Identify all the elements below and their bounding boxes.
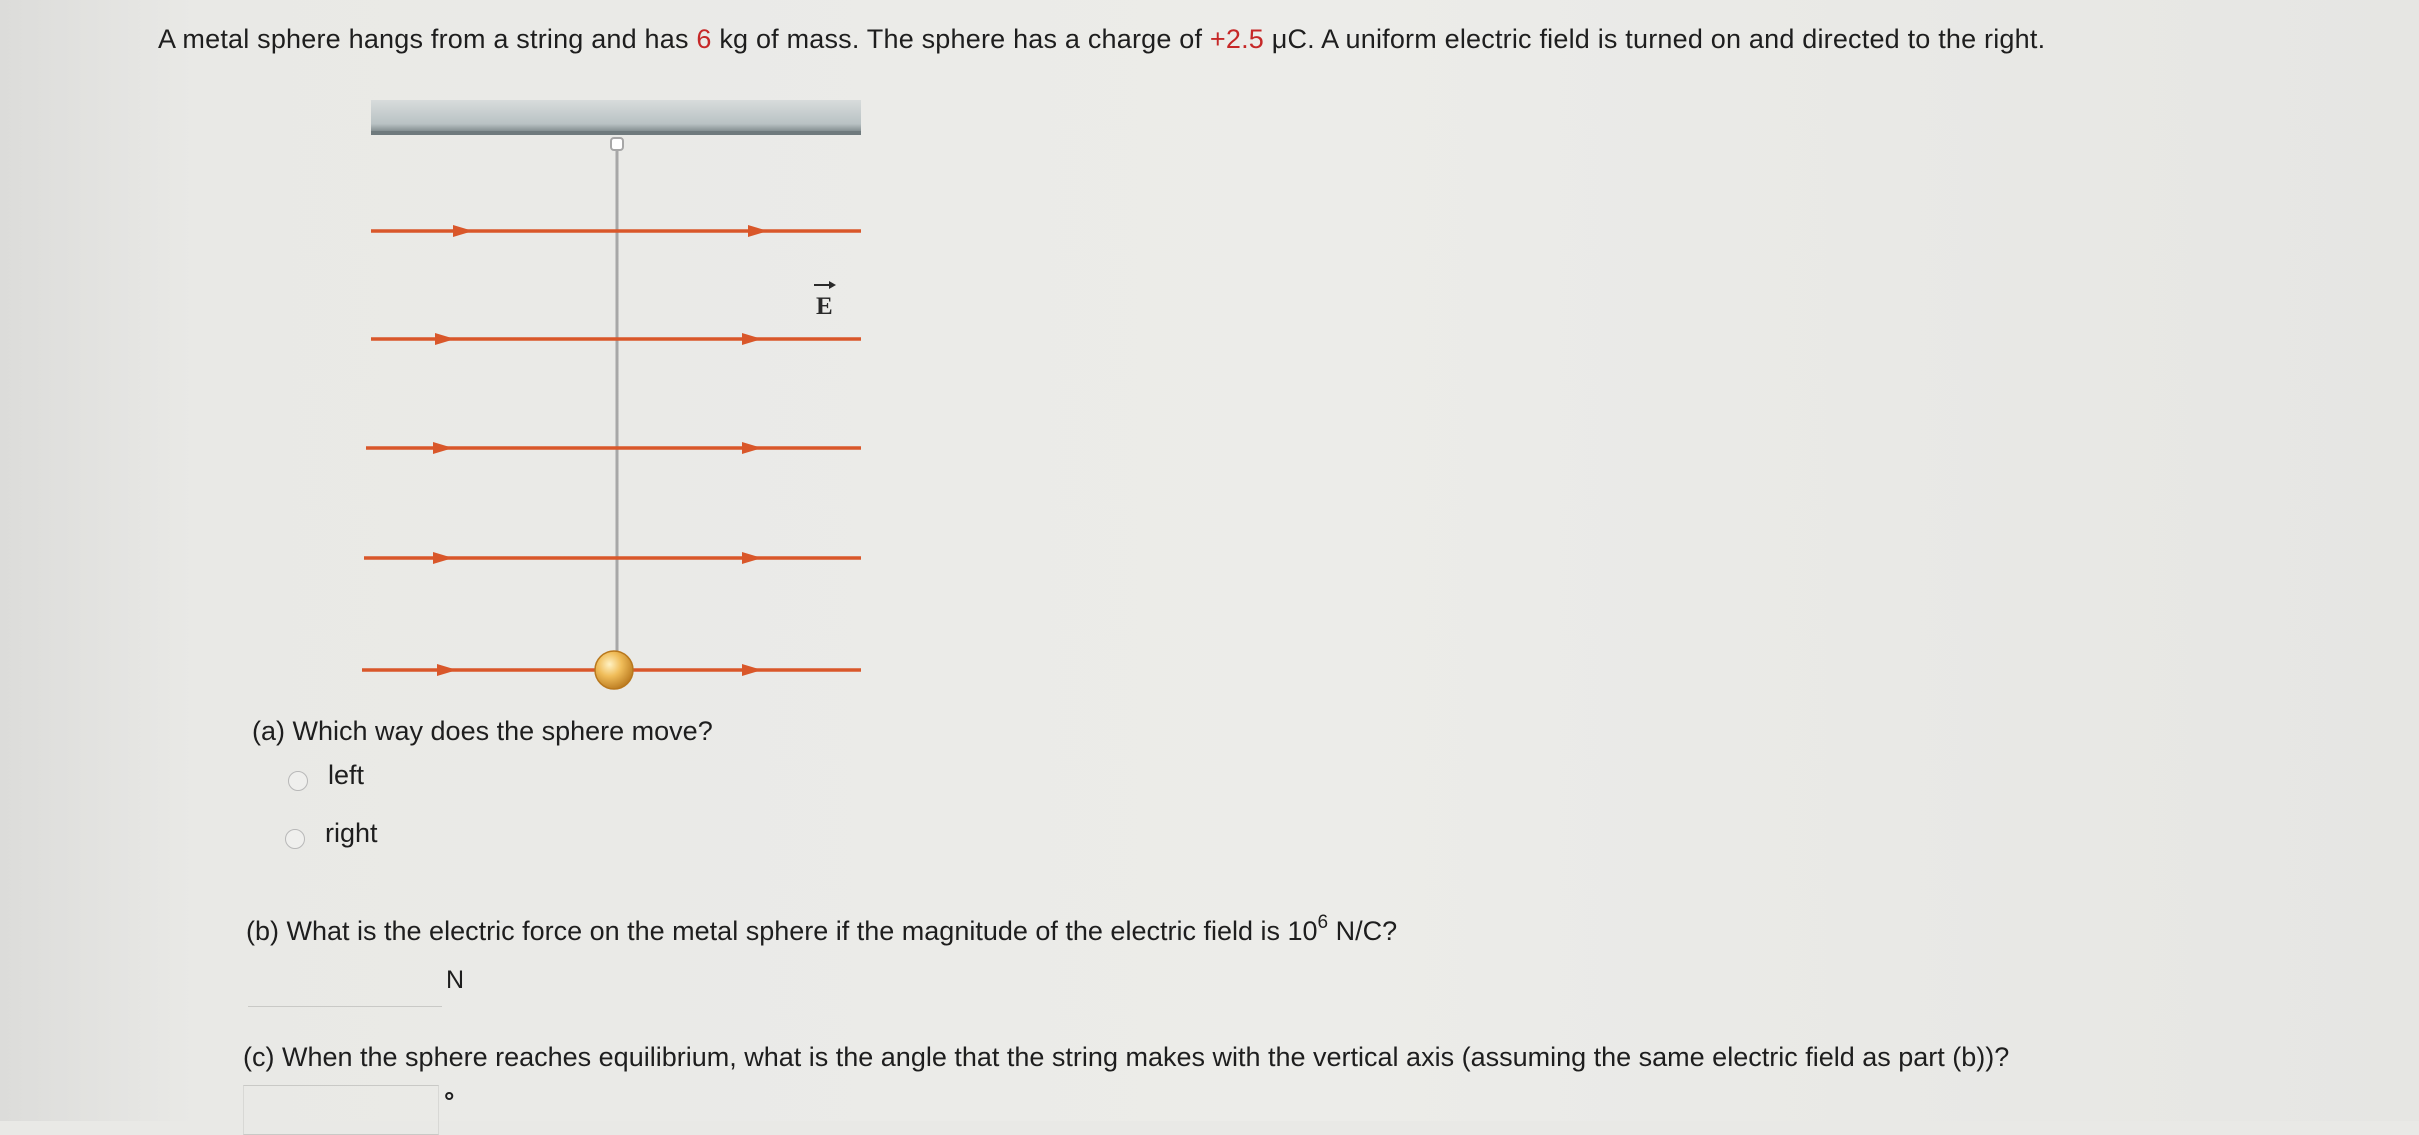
force-answer-input[interactable] bbox=[248, 958, 442, 1007]
problem-text-1: A metal sphere hangs from a string and has bbox=[158, 24, 697, 54]
charge-value: +2.5 bbox=[1209, 24, 1265, 54]
mass-value: 6 bbox=[696, 24, 712, 54]
option-left-label: left bbox=[328, 760, 365, 790]
field-arrow-icon bbox=[748, 225, 768, 237]
field-line-3 bbox=[366, 442, 861, 454]
metal-sphere bbox=[595, 651, 633, 689]
option-left[interactable] bbox=[288, 760, 364, 791]
question-a-label: (a) Which way does the sphere move? bbox=[252, 716, 713, 746]
field-arrow-icon bbox=[433, 552, 453, 564]
field-arrow-icon bbox=[742, 664, 762, 676]
field-arrow-icon bbox=[433, 442, 453, 454]
field-arrow-icon bbox=[435, 333, 455, 345]
degree-unit-label: ° bbox=[444, 1086, 455, 1116]
problem-statement bbox=[158, 24, 2045, 55]
question-b-suffix: N/C? bbox=[1328, 916, 1398, 946]
question-c-label: (c) When the sphere reaches equilibrium, what is the angle that the string makes with the vertical axis (assuming the same electric field as part (b))? bbox=[243, 1042, 2010, 1072]
ceiling bbox=[371, 100, 861, 134]
question-b-label bbox=[246, 912, 1398, 947]
field-arrow-icon bbox=[742, 552, 762, 564]
field-line-4 bbox=[364, 552, 861, 564]
problem-text-3: μC. A uniform electric field is turned on and directed to the right. bbox=[1264, 24, 2046, 54]
question-b-text: (b) What is the electric force on the metal sphere if the magnitude of the electric field is 10 bbox=[246, 916, 1318, 946]
field-arrow-icon bbox=[742, 333, 762, 345]
field-arrow-icon bbox=[437, 664, 457, 676]
question-b-exponent: 6 bbox=[1317, 912, 1329, 933]
field-diagram bbox=[355, 95, 875, 705]
field-label: E bbox=[816, 293, 833, 320]
radio-right[interactable] bbox=[285, 829, 305, 849]
field-arrow-icon bbox=[453, 225, 473, 237]
string-knot bbox=[611, 138, 623, 150]
angle-answer-input[interactable] bbox=[243, 1085, 439, 1135]
option-right[interactable] bbox=[285, 818, 378, 849]
field-vector-label bbox=[814, 281, 836, 320]
force-unit-label: N bbox=[446, 966, 465, 994]
problem-text-2: kg of mass. The sphere has a charge of bbox=[711, 24, 1210, 54]
radio-left[interactable] bbox=[288, 771, 308, 791]
option-right-label: right bbox=[325, 818, 378, 848]
field-arrow-icon bbox=[742, 442, 762, 454]
